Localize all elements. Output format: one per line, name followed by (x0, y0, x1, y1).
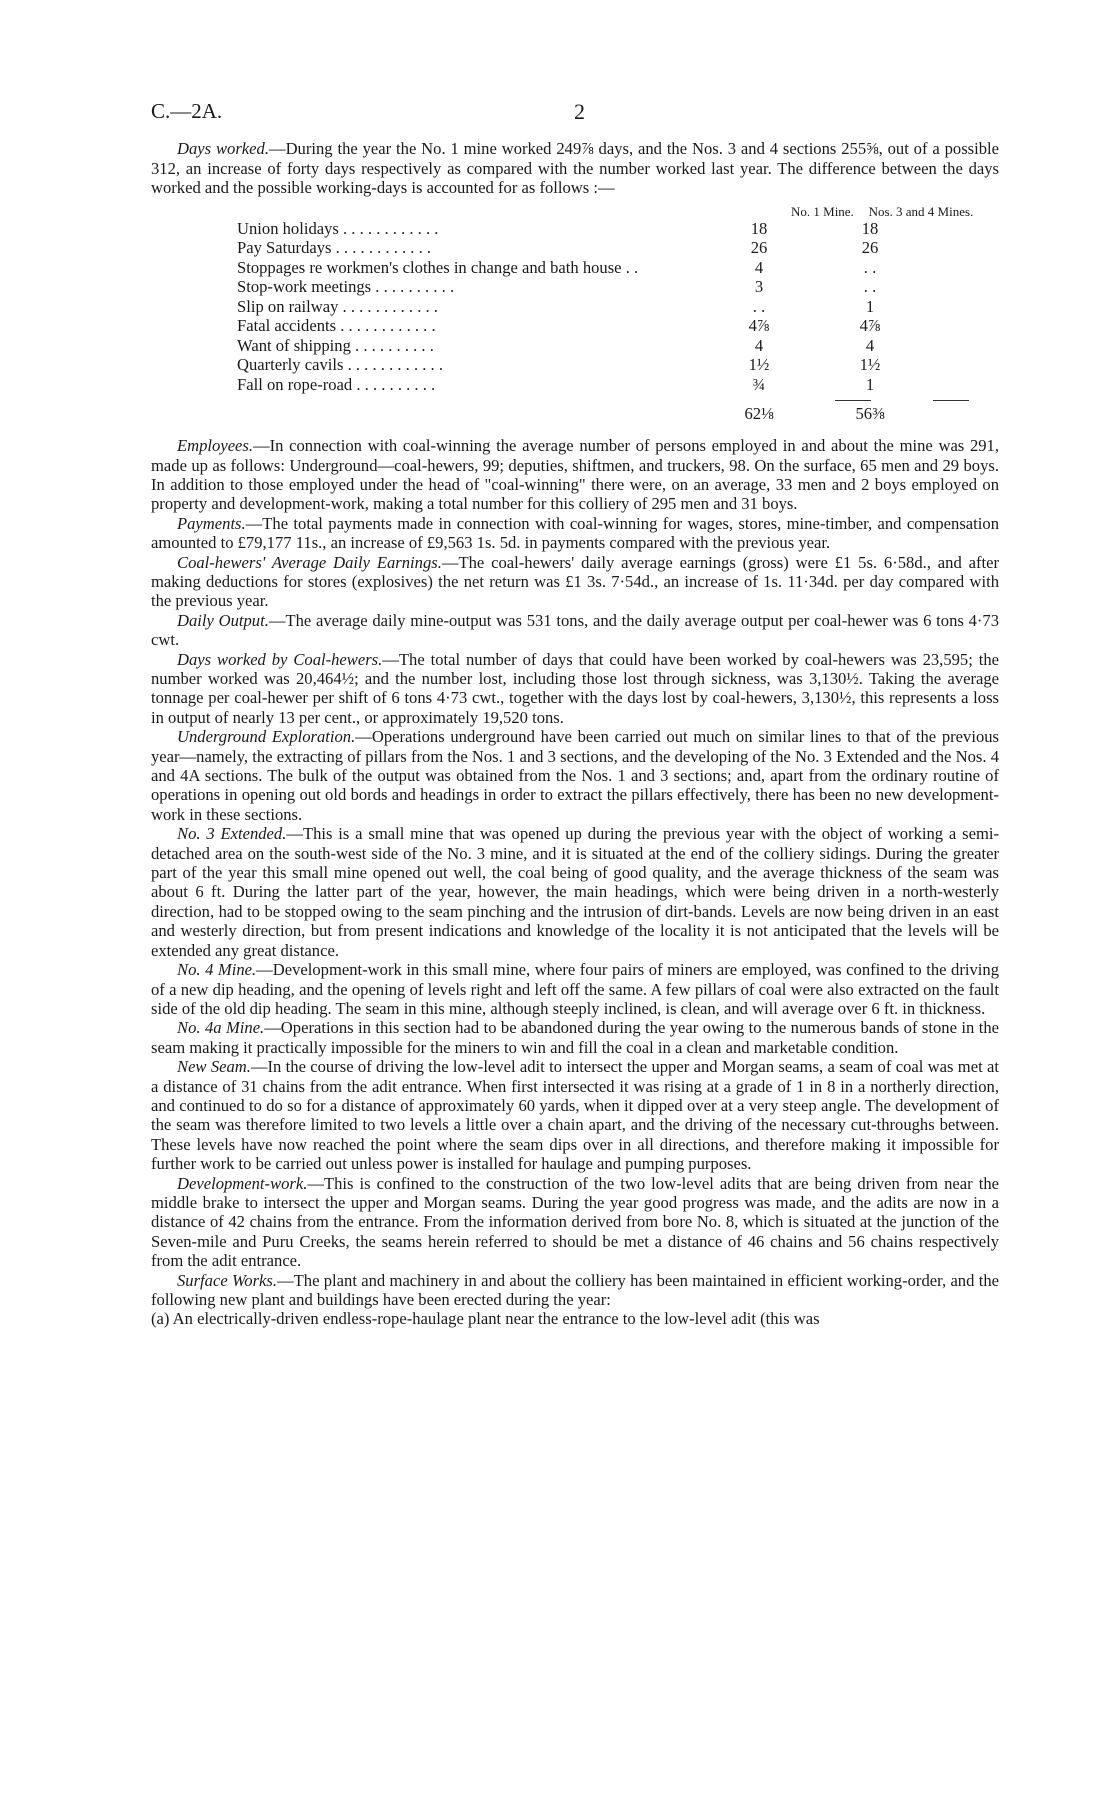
paragraph-heading: New Seam. (177, 1057, 251, 1077)
row-label: Union holidays . . . . . . . . . . . . (237, 218, 439, 238)
paragraph-heading: Payments. (177, 513, 246, 533)
paragraph-daily-output (151, 611, 999, 650)
paragraph-text: —In the course of driving the low-level adit to intersect the upper and Morgan seams, a seam of coal was met at a distance of 31 chains from the adit entrance. When first intersected it was rising at a grade of 1 in 8 in a northerly direction, and continued to do so for a distance of approximately 60 yards, when it dipped over at a very steep angle. The development of the seam was therefore limited to two levels a little over a chain apart, and the driving of the necessary cut-throughs between. These levels have now reached the point where the seam dips over in all directions, and therefore making it impossible for further work to be carried out unless power is installed for haulage and pumping purposes. (151, 1057, 999, 1174)
col-header-no1: No. 1 Mine. (791, 203, 854, 219)
row-label: Fatal accidents . . . . . . . . . . . . (237, 316, 436, 336)
page-header (151, 99, 585, 124)
row-no34: 1½ (859, 355, 881, 375)
table-row (151, 219, 999, 239)
table-header (151, 202, 999, 219)
row-no1: 3 (754, 277, 764, 297)
row-label: Slip on railway . . . . . . . . . . . . (237, 296, 438, 316)
paragraph-heading: Coal-hewers' Average Daily Earnings. (177, 552, 442, 572)
table-row (151, 375, 999, 395)
paragraph-heading: No. 3 Extended. (177, 824, 287, 844)
table-row (151, 336, 999, 356)
table-row (151, 355, 999, 375)
row-label: Quarterly cavils . . . . . . . . . . . . (237, 355, 443, 375)
row-no34: 1 (865, 374, 875, 394)
paragraph-text: —Operations in this section had to be abandoned during the year owing to the numerous bands of stone in the seam making it practically impossible for the miners to win and fill the coal in a clean and marketable condition. (151, 1018, 999, 1057)
row-no1: 26 (750, 238, 768, 258)
paragraph-no4-mine (151, 960, 999, 1018)
days-lost-table (151, 202, 999, 429)
paragraph-text: —Operations underground have been carried out much on similar lines to that of the previous year—namely, the extracting of pillars from the Nos. 1 and 3 sections, and the developing of the No. 3 Extended and the Nos. 4 and 4A sections. The bulk of the output was obtained from the Nos. 1 and 3 sections; and, apart from the ordinary routine of operations in opening out old bords and headings in order to extract the pillars effectively, there has been no new development-work in these sections. (151, 727, 999, 824)
row-label: Stop-work meetings . . . . . . . . . . (237, 277, 455, 297)
list-item-a: (a) An electrically-driven endless-rope-haulage plant near the entrance to the low-level adit (this was (151, 1309, 820, 1329)
paragraph-heading: Development-work. (177, 1173, 308, 1193)
table-row (151, 277, 999, 297)
row-no34: 4 (865, 335, 875, 355)
table-row (151, 297, 999, 317)
paragraph-no3-extended (151, 824, 999, 960)
paragraph-text: —The coal-hewers' daily average earnings (gross) were £1 5s. 6·58d., and after making deductions for stores (explosives) the net return was £1 3s. 7·54d., an increase of 1s. 11·34d. per day compared with the previous year. (151, 552, 999, 611)
paragraph-heading: Underground Exploration. (177, 727, 356, 747)
row-no1: 1½ (748, 355, 770, 375)
paragraph-heading: No. 4 Mine. (177, 960, 257, 980)
paragraph-text: —This is a small mine that was opened up during the previous year with the object of working a semi-detached area on the south-west side of the No. 3 mine, and it is situated at the end of the colliery sidings. During the greater part of the year this small mine opened out well, the coal being of good quality, and the average thickness of the seam was about 6 ft. During the latter part of the year, however, the main headings, which were being driven in a north-westerly direction, had to be stopped owing to the seam pinching and the intrusion of dirt-bands. Levels are now being driven in an east and westerly direction, but from present indications and knowledge of the locality it is not anticipated that the levels will be extended any great distance. (151, 824, 999, 960)
row-label: Stoppages re workmen's clothes in change and bath house . . (237, 257, 639, 277)
paragraph-days-worked (151, 139, 999, 197)
row-no34: 1 (865, 296, 875, 316)
row-no34: . . (863, 277, 877, 297)
row-label: Want of shipping . . . . . . . . . . (237, 335, 434, 355)
row-no1: 4⅞ (748, 316, 770, 336)
total-rule (151, 394, 999, 404)
row-no34: . . (863, 257, 877, 277)
paragraph-underground-exploration (151, 727, 999, 824)
paragraph-text: —The total payments made in connection with coal-winning for wages, stores, mine-timber, and compensation amounted to £79,177 11s., an increase of £9,563 1s. 5d. in payments compared with the previous year. (151, 513, 999, 553)
paragraph-text: —Development-work in this small mine, where four pairs of miners are employed, was confined to the driving of a new dip heading, and the opening of levels right and left off the same. A few pillars of coal were also extracted on the fault side of the old dip heading. The seam in this mine, although steeply inclined, is clean, and will average over 6 ft. in thickness. (151, 960, 999, 1018)
paragraph-text: —The total number of days that could have been worked by coal-hewers was 23,595; the number worked was 20,464½; and the number lost, including those lost through sickness, was 3,130½. Taking the average tonnage per coal-hewer per shift of 6 tons 4·73 cwt., together with the days lost by coal-hewers, 3,130½, this represents a loss in output of nearly 13 per cent., or approximately 19,520 tons. (151, 649, 999, 727)
paragraph-payments (151, 514, 999, 553)
total-no1: 62⅛ (744, 404, 774, 424)
paragraph-new-seam (151, 1057, 999, 1173)
paragraph-text: —This is confined to the construction of the two low-level adits that are being driven from near the middle brake to intersect the upper and Morgan seams. During the year good progress was made, and the adits are now in a distance of 42 chains from the entrance. From the information derived from bore No. 8, which is situated at the junction of the Seven-mile and Puru Creeks, the seams herein referred to should be met a distance of 46 chains and 56 chains respectively from the adit entrance. (151, 1173, 999, 1271)
paragraph-heading: Daily Output. (177, 610, 269, 630)
paragraph-heading: Days worked by Coal-hewers. (177, 649, 383, 669)
table-row (151, 316, 999, 336)
report-code: C.—2A. (151, 99, 223, 123)
paragraph-heading: No. 4a Mine. (177, 1018, 265, 1038)
paragraph-text: —In connection with coal-winning the average number of persons employed in and about the mine was 291, made up as follows: Underground—coal-hewers, 99; deputies, shiftmen, and truckers, 98. On the surface, 65 men and 29 boys. In addition to those employed under the head of "coal-winning" there were, on an average, 33 men and 2 boys employed on property and development-work, making a total number for this colliery of 295 men and 31 boys. (151, 436, 999, 514)
paragraph-heading: Surface Works. (177, 1270, 278, 1290)
total-no34: 56⅜ (855, 404, 885, 424)
row-label: Pay Saturdays . . . . . . . . . . . . (237, 238, 432, 258)
paragraph-text: —During the year the No. 1 mine worked 249⅞ days, and the Nos. 3 and 4 sections 255⅝, out of a possible 312, an increase of forty days respectively as compared with the number worked last year. The difference between the days worked and the possible working-days is accounted for as follows :— (151, 139, 999, 198)
row-no1: 4 (754, 335, 764, 355)
paragraph-heading: Days worked. (177, 139, 269, 159)
paragraph-employees (151, 436, 999, 514)
row-no1: . . (752, 296, 766, 316)
row-no34: 26 (861, 238, 879, 258)
row-label: Fall on rope-road . . . . . . . . . . (237, 374, 436, 394)
paragraph-no4a-mine (151, 1018, 999, 1057)
row-no1: 4 (754, 257, 764, 277)
paragraph-development-work (151, 1174, 999, 1271)
table-total-row (151, 404, 999, 428)
paragraph-earnings (151, 553, 999, 611)
row-no34: 18 (861, 218, 879, 238)
row-no1: ¾ (752, 374, 766, 394)
col-header-no34: Nos. 3 and 4 Mines. (868, 203, 974, 219)
paragraph-surface-works (151, 1271, 999, 1310)
paragraph-text: —The plant and machinery in and about the colliery has been maintained in efficient working-order, and the following new plant and buildings have been erected during the year: (151, 1270, 999, 1309)
paragraph-days-by-hewers (151, 650, 999, 728)
page-number: 2 (574, 99, 585, 124)
paragraph-heading: Employees. (177, 436, 254, 456)
rule-no34 (933, 400, 969, 404)
row-no1: 18 (750, 218, 768, 238)
row-no34: 4⅞ (859, 316, 881, 336)
table-row (151, 238, 999, 258)
table-row (151, 258, 999, 278)
paragraph-text: —The average daily mine-output was 531 tons, and the daily average output per coal-hewer was 6 tons 4·73 cwt. (151, 610, 999, 650)
